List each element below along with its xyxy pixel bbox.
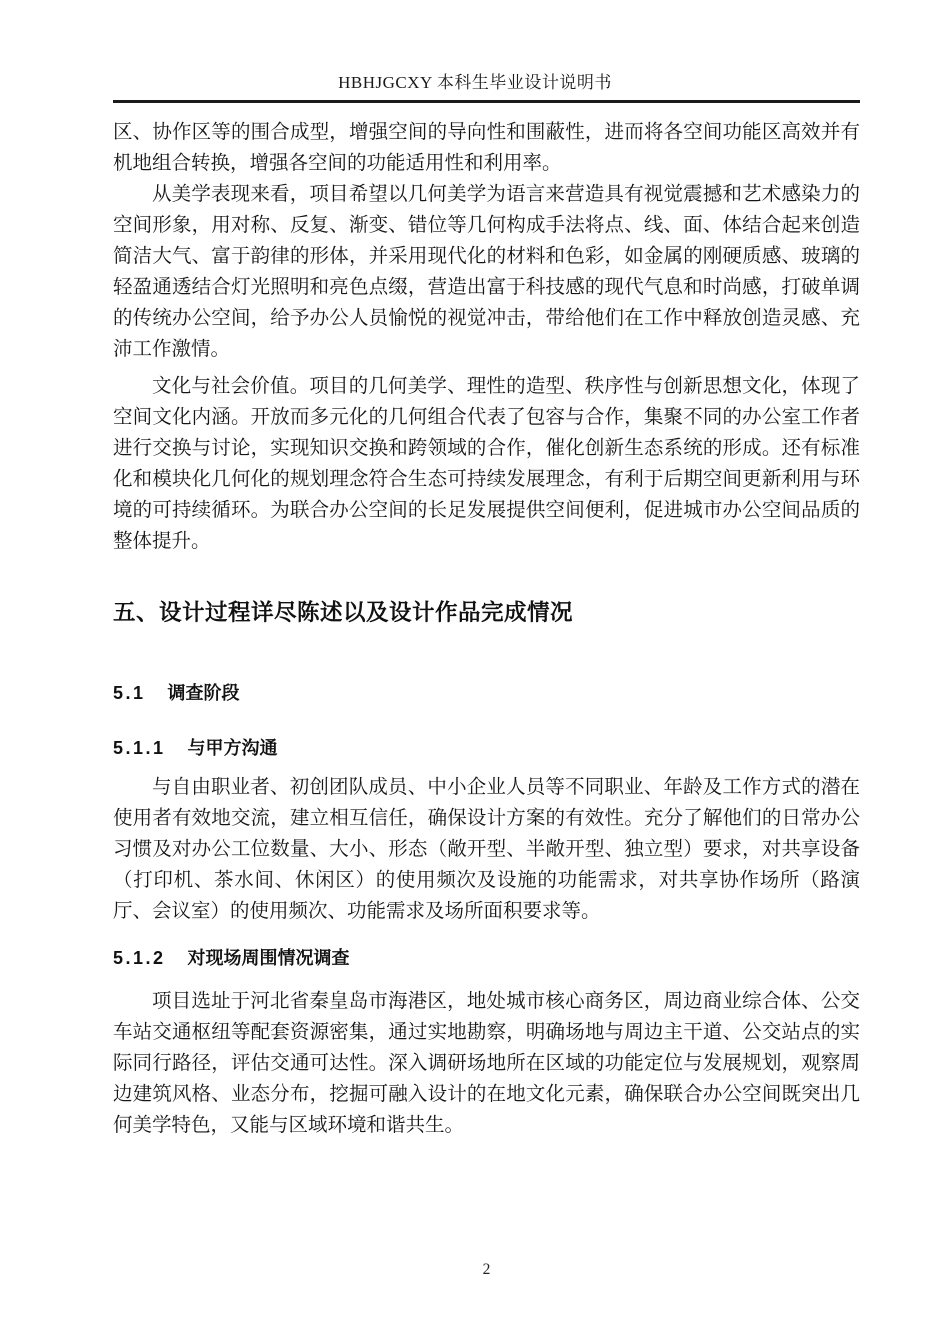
subsection-number: 5.1.1: [113, 738, 166, 758]
subsection-heading-5-1-2: [113, 944, 860, 972]
section-title: 调查阶段: [167, 683, 240, 703]
page-footer: [113, 1260, 860, 1280]
paragraph-5-1-2: 项目选址于河北省秦皇岛市海港区，地处城市核心商务区，周边商业综合体、公交车站交通枢纽等配套资源密集，通过实地勘察，明确场地与周边主干道、公交站点的实际同行路径，评估交通可达性。深入调研场地所在区域的功能定位与发展规划，观察周边建筑风格、业态分布，挖掘可融入设计的在地文化元素，确保联合办公空间既突出几何美学特色，又能与区域环境和谐共生。: [113, 991, 860, 1136]
header-rule: [113, 100, 860, 103]
paragraph-continuation: 区、协作区等的围合成型，增强空间的导向性和围蔽性，进而将各空间功能区高效并有机地组合转换，增强各空间的功能适用性和利用率。: [113, 122, 860, 174]
chapter-heading: 五、设计过程详尽陈述以及设计作品完成情况: [113, 600, 574, 625]
subsection-heading-5-1-1: [113, 734, 860, 762]
subsection-title: 与甲方沟通: [187, 738, 278, 758]
subsection-title: 对现场周围情况调查: [187, 948, 350, 968]
header-title: HBHJGCXY 本科生毕业设计说明书: [338, 73, 612, 92]
document-body: [113, 117, 860, 1141]
section-heading-5-1: [113, 679, 860, 707]
subsection-number: 5.1.2: [113, 948, 166, 968]
page-number: 2: [482, 1261, 491, 1278]
paragraph-culture: 文化与社会价值。项目的几何美学、理性的造型、秩序性与创新思想文化，体现了空间文化内涵。开放而多元化的几何组合代表了包容与合作，集聚不同的办公室工作者进行交换与讨论，实现知识交换和跨领域的合作，催化创新生态系统的形成。还有标准化和模块化几何化的规划理念符合生态可持续发展理念，有利于后期空间更新利用与环境的可持续循环。为联合办公空间的长足发展提供空间便利，促进城市办公空间品质的整体提升。: [113, 376, 860, 552]
paragraph-5-1-1: 与自由职业者、初创团队成员、中小企业人员等不同职业、年龄及工作方式的潜在使用者有效地交流，建立相互信任，确保设计方案的有效性。充分了解他们的日常办公习惯及对办公工位数量、大小、形态（敞开型、半敞开型、独立型）要求，对共享设备（打印机、茶水间、休闲区）的使用频次及设施的功能需求，对共享协作场所（路演厅、会议室）的使用频次、功能需求及场所面积要求等。: [113, 777, 860, 922]
section-number: 5.1: [113, 683, 146, 703]
paragraph-aesthetics: 从美学表现来看，项目希望以几何美学为语言来营造具有视觉震撼和艺术感染力的空间形象，用对称、反复、渐变、错位等几何构成手法将点、线、面、体结合起来创造简洁大气、富于韵律的形体，并采用现代化的材料和色彩，如金属的刚硬质感、玻璃的轻盈通透结合灯光照明和亮色点缀，营造出富于科技感的现代气息和时尚感，打破单调的传统办公空间，给予办公人员愉悦的视觉冲击，带给他们在工作中释放创造灵感、充沛工作激情。: [113, 184, 860, 360]
